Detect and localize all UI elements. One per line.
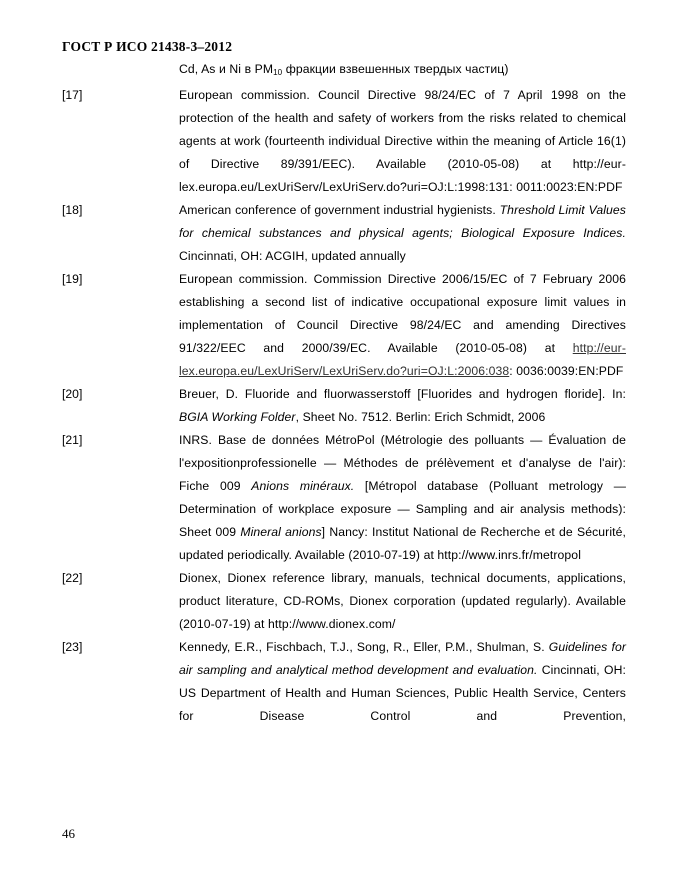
- page-number: 46: [62, 826, 75, 841]
- reference-text: [179, 268, 626, 383]
- reference-text: Dionex, Dionex reference library, manuals, technical documents, applications, product literature, CD-ROMs, Dionex corporation (updated regularly). Available (2010-07-19) at http://www.dionex.com/: [179, 571, 626, 631]
- continuation-text: Cd, As и Ni в PM: [179, 62, 274, 76]
- reference-title-2: Mineral anions: [240, 525, 322, 539]
- reference-text: European commission. Council Directive 98/24/EC of 7 April 1998 on the protection of the health and safety of workers from the risks related to chemical agents at work (fourteenth individual Directive within the meaning of Article 16(1) of Directive 89/391/EEC). Available (2010-05-08) at http://eur-lex.europa.eu/LexUriServ/LexUriServ.do?uri=OJ:L:1998:131: 0011:0023:EN:PDF: [179, 88, 626, 194]
- reference-publisher: Cincinnati, OH: US Department of Health and Human Sciences, Public Health Service, Centers for Disease Control and Prevention,: [179, 663, 626, 723]
- reference-authors: Kennedy, E.R., Fischbach, T.J., Song, R., Eller, P.M., Shulman, S.: [179, 640, 549, 654]
- reference-body: European commission. Commission Directive 2006/15/EC of 7 February 2006 establishing a second list of indicative occupational exposure limit values in implementation of Council Directive 98/24/EC and amending Directives 91/322/EEC and 2000/39/EC. Available (2010-05-08) at: [179, 272, 626, 355]
- document-header: ГОСТ Р ИСО 21438-3–2012: [62, 39, 233, 54]
- reference-number: [19]: [62, 272, 83, 286]
- reference-18: [62, 199, 626, 268]
- reference-number: [22]: [62, 571, 83, 585]
- subscript-10: 10: [273, 68, 283, 77]
- reference-title: Guidelines for air sampling and analytical method development and evaluation.: [179, 640, 626, 677]
- reference-authors: Breuer, D. Fluoride and fluorwasserstoff [Fluorides and hydrogen floride]. In:: [179, 387, 626, 401]
- reference-authors: American conference of government industrial hygienists.: [179, 203, 500, 217]
- reference-publisher: Cincinnati, OH: ACGIH, updated annually: [179, 249, 406, 263]
- reference-19: [62, 268, 626, 383]
- reference-link[interactable]: http://eur-lex.europa.eu/LexUriServ/LexUriServ.do?uri=OJ:L:2006:038: [179, 341, 626, 378]
- reference-number: [21]: [62, 433, 83, 447]
- reference-20: [62, 383, 626, 429]
- reference-21: [62, 429, 626, 567]
- continuation-text-end: фракции взвешенных твердых частиц): [282, 62, 509, 76]
- reference-text: [179, 199, 626, 268]
- reference-title: Threshold Limit Values for chemical substances and physical agents; Biological Exposure Indices.: [179, 203, 627, 240]
- reference-23: [62, 636, 626, 728]
- reference-17: [62, 84, 626, 199]
- reference-text: [179, 383, 626, 429]
- reference-number: [23]: [62, 640, 83, 654]
- reference-22: [62, 567, 626, 636]
- reference-text: [179, 636, 626, 728]
- reference-title: Anions minéraux.: [251, 479, 355, 493]
- reference-publisher: , Sheet No. 7512. Berlin: Erich Schmidt, 2006: [295, 410, 546, 424]
- reference-link-tail: : 0036:0039:EN:PDF: [509, 364, 624, 378]
- reference-body: INRS. Base de données MétroPol (Métrologie des polluants — Évaluation de l'expositionprofessionelle — Méthodes de prélèvement et d'analyse de l'air): Fiche 009: [179, 433, 626, 493]
- reference-continuation: [62, 58, 626, 84]
- reference-body-2: [Métropol database (Polluant metrology — Determination of workplace exposure — Sampling and air analysis methods): Sheet 009: [179, 479, 626, 539]
- reference-text: [179, 429, 626, 567]
- reference-number: [18]: [62, 203, 83, 217]
- reference-number: [20]: [62, 387, 83, 401]
- reference-list: [62, 58, 626, 728]
- reference-number: [17]: [62, 88, 83, 102]
- reference-title: BGIA Working Folder: [179, 410, 296, 424]
- reference-publisher: ] Nancy: Institut National de Recherche et de Sécurité, updated periodically. Available (2010-07-19) at http://www.inrs.fr/metropol: [179, 525, 626, 562]
